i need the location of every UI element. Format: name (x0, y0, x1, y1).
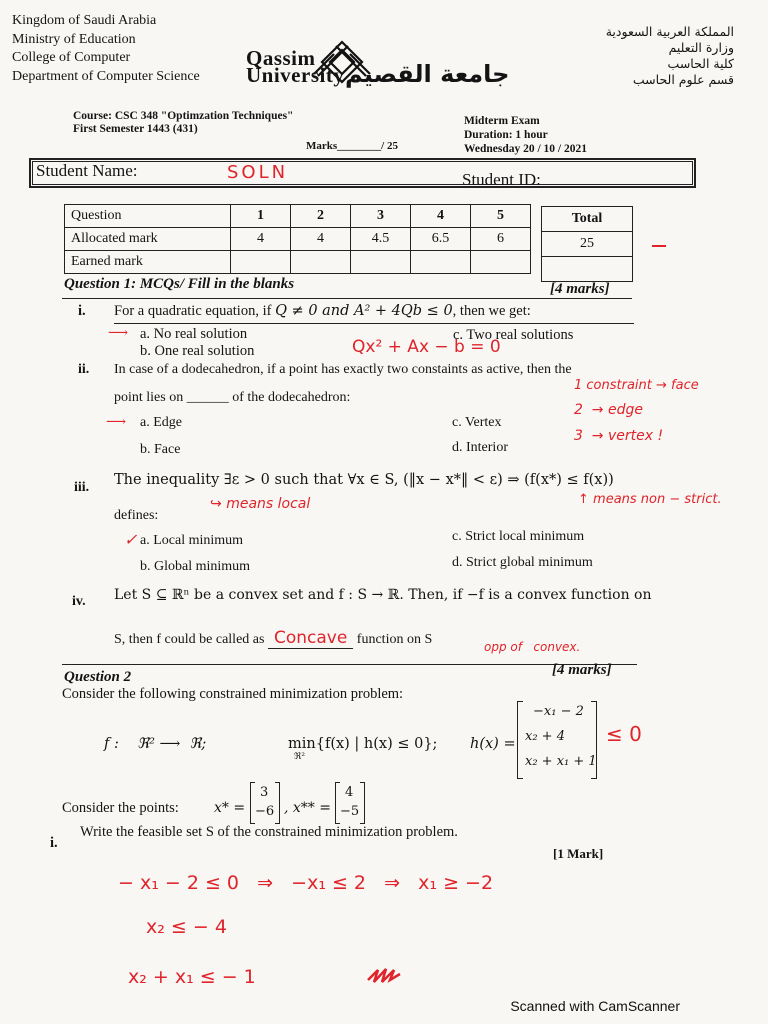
q1-rule (62, 298, 632, 299)
answer-line[interactable]: x₂ ≤ − 4 (146, 916, 227, 938)
q1-i-text (114, 303, 531, 320)
q1-i-option-b[interactable]: b. One real solution (140, 343, 255, 359)
q1-marks: [4 marks] (550, 281, 610, 297)
table-cell[interactable] (291, 251, 351, 274)
q1-iii-note-local: ↪ means local (210, 496, 311, 512)
student-id-label: Student ID: (462, 170, 541, 189)
q1-i-note: Qx² + Ax − b = 0 (352, 337, 501, 357)
header-line-ar: المملكة العربية السعودية (605, 24, 734, 39)
q1-ii-option-a[interactable]: a. Edge (140, 415, 182, 430)
q1-iii-option-a[interactable]: a. Local minimum (140, 533, 244, 548)
h-entry: x₂ + 4 (525, 729, 565, 744)
table-cell[interactable] (351, 251, 411, 274)
header-line: College of Computer (12, 50, 131, 65)
q1-iii-defines: defines: (114, 508, 159, 523)
q2-points-text: Consider the points: (62, 800, 179, 816)
total-value: 25 (542, 232, 633, 257)
column-header: 2 (291, 205, 351, 228)
student-name-label: Student Name: (36, 161, 138, 180)
scribble-icon (364, 964, 404, 986)
q2-intro: Consider the following constrained minimization problem: (62, 686, 404, 702)
total-earned[interactable] (542, 257, 633, 282)
table-cell: 4.5 (351, 228, 411, 251)
vector-entry: −5 (340, 804, 360, 819)
marks-field: Marks________/ 25 (306, 140, 398, 152)
row-header: Question (65, 205, 231, 228)
column-header: 4 (411, 205, 471, 228)
q1-ii-note: 2 → edge (574, 402, 643, 418)
bracket-right-icon (360, 782, 365, 824)
q1-i-option-a[interactable]: a. No real solution (140, 326, 248, 342)
q2-i-number: i. (50, 835, 58, 851)
x-star-vector (250, 782, 280, 824)
header-line-ar: كلية الحاسب (667, 56, 734, 71)
table-cell[interactable] (471, 251, 531, 274)
q1-iii-text: The inequality ∃ε > 0 such that ∀x ∈ S, (‖x − x*‖ < ε) ⇒ (f(x*) ≤ f(x)) (114, 472, 614, 488)
table-row (65, 251, 531, 274)
bracket-left-icon (517, 701, 523, 779)
column-header: 3 (351, 205, 411, 228)
header-line: Kingdom of Saudi Arabia (12, 13, 157, 28)
q1-iii-option-b[interactable]: b. Global minimum (140, 559, 251, 574)
university-name-en: Qassim University (246, 46, 345, 87)
q1-i-condition: Q ≠ 0 and A² + 4Qb ≤ 0 (275, 303, 453, 319)
vector-entry: −6 (255, 804, 275, 819)
q1-i-option-c[interactable]: c. Two real solutions (453, 327, 574, 343)
q1-iv-note: opp of convex. (484, 640, 581, 654)
q1-iii-note-strict: ↑ means non − strict. (578, 492, 722, 507)
q2-objective-subscript: ℜ² (294, 752, 305, 762)
footer-watermark: Scanned with CamScanner (510, 998, 680, 1014)
q1-iv-line2-after: function on S (353, 632, 433, 647)
q1-iii-number: iii. (74, 480, 90, 495)
q1-ii-note: 1 constraint → face (574, 378, 699, 393)
h-entry: −x₁ − 2 (533, 704, 584, 719)
q1-i-text-after: , then we get: (452, 303, 531, 319)
exam-date: Wednesday 20 / 10 / 2021 (464, 143, 588, 155)
row-header: Earned mark (65, 251, 231, 274)
q1-ii-option-c[interactable]: c. Vertex (452, 415, 502, 430)
q1-ii-option-b[interactable]: b. Face (140, 442, 181, 457)
exam-duration: Duration: 1 hour (464, 129, 548, 141)
q1-i-underline (114, 323, 634, 324)
q2-h-label: h(x) = (470, 736, 516, 752)
q2-i-marks: [1 Mark] (553, 846, 604, 861)
header-arabic (606, 24, 734, 88)
marks-table (64, 204, 531, 274)
exam-info (464, 114, 587, 156)
h-entry: x₂ + x₁ + 1 (525, 754, 597, 769)
total-label: Total (542, 207, 633, 232)
q1-ii-line1: In case of a dodecahedron, if a point has exactly two constaints as active, then the (114, 362, 572, 377)
q2-f-map: f : ℜ² ⟶ ℜ; (104, 736, 207, 752)
table-row (65, 228, 531, 251)
vector-entry: 3 (260, 785, 269, 800)
q1-iv-line2 (114, 628, 432, 648)
q1-iii-note-strict-text: means non − strict. (593, 492, 722, 507)
q2-marks: [4 marks] (552, 662, 612, 678)
course-semester: First Semester 1443 (431) (73, 123, 198, 135)
row-header: Allocated mark (65, 228, 231, 251)
q1-iv-answer[interactable]: Concave (268, 628, 353, 649)
q1-ii-note: 3 → vertex ! (574, 428, 664, 444)
header-line: Department of Computer Science (12, 68, 200, 84)
q1-iv-line2-before: S, then f could be called as (114, 632, 268, 647)
bracket-right-icon (275, 782, 280, 824)
table-cell[interactable] (231, 251, 291, 274)
header-line-ar: وزارة التعليم (668, 40, 734, 55)
q1-iii-option-d[interactable]: d. Strict global minimum (452, 555, 593, 570)
dash-mark (652, 245, 666, 247)
course-title: Course: CSC 348 "Optimzation Techniques" (73, 110, 294, 122)
q1-ii-number: ii. (78, 362, 90, 377)
course-info (73, 110, 293, 136)
column-header: 5 (471, 205, 531, 228)
table-cell[interactable] (411, 251, 471, 274)
q1-ii-option-d[interactable]: d. Interior (452, 440, 508, 455)
h-matrix (517, 701, 597, 779)
q2-h-note: ≤ 0 (606, 722, 642, 746)
q2-i-text: Write the feasible set S of the constrained minimization problem. (80, 824, 458, 840)
header-line: Ministry of Education (12, 31, 136, 47)
student-name-value[interactable]: SOLN (227, 162, 289, 183)
x-star2-vector (335, 782, 365, 824)
q1-i-text-before: For a quadratic equation, if (114, 303, 272, 319)
q1-iii-option-c[interactable]: c. Strict local minimum (452, 529, 585, 544)
table-cell: 4 (231, 228, 291, 251)
x-star-label: x* = (214, 800, 246, 816)
checkmark-icon: ✓ (124, 530, 138, 549)
table-cell: 6 (471, 228, 531, 251)
vector-entry: 4 (345, 785, 354, 800)
q2-objective: min{f(x) | h(x) ≤ 0}; (288, 736, 438, 752)
table-row (65, 205, 531, 228)
q1-i-number: i. (78, 303, 86, 319)
exam-title: Midterm Exam (464, 115, 540, 127)
header-line-ar: قسم علوم الحاسب (632, 72, 734, 87)
q2-title: Question 2 (64, 669, 132, 685)
q2-rule (62, 664, 637, 665)
table-cell: 4 (291, 228, 351, 251)
selected-arrow-icon: ⟶ (108, 325, 129, 341)
university-name-ar: جامعة القصيم (345, 60, 510, 88)
q1-iv-number: iv. (72, 594, 86, 609)
selected-arrow-icon: ⟶ (106, 414, 127, 430)
answer-line[interactable]: − x₁ − 2 ≤ 0 ⇒ −x₁ ≤ 2 ⇒ x₁ ≥ −2 (118, 872, 494, 894)
answer-line[interactable]: x₂ + x₁ ≤ − 1 (128, 966, 256, 988)
x-star2-label: , x** = (284, 800, 331, 816)
total-table (541, 206, 633, 282)
header-english (12, 12, 200, 86)
q1-ii-line2: point lies on ______ of the dodecahedron: (114, 390, 351, 405)
q1-title: Question 1: MCQs/ Fill in the blanks (64, 276, 295, 292)
table-cell: 6.5 (411, 228, 471, 251)
q1-iii-note-local-text: means local (226, 496, 311, 512)
column-header: 1 (231, 205, 291, 228)
q1-iv-line1: Let S ⊆ ℝⁿ be a convex set and f : S → ℝ. Then, if −f is a convex function on (114, 587, 652, 603)
